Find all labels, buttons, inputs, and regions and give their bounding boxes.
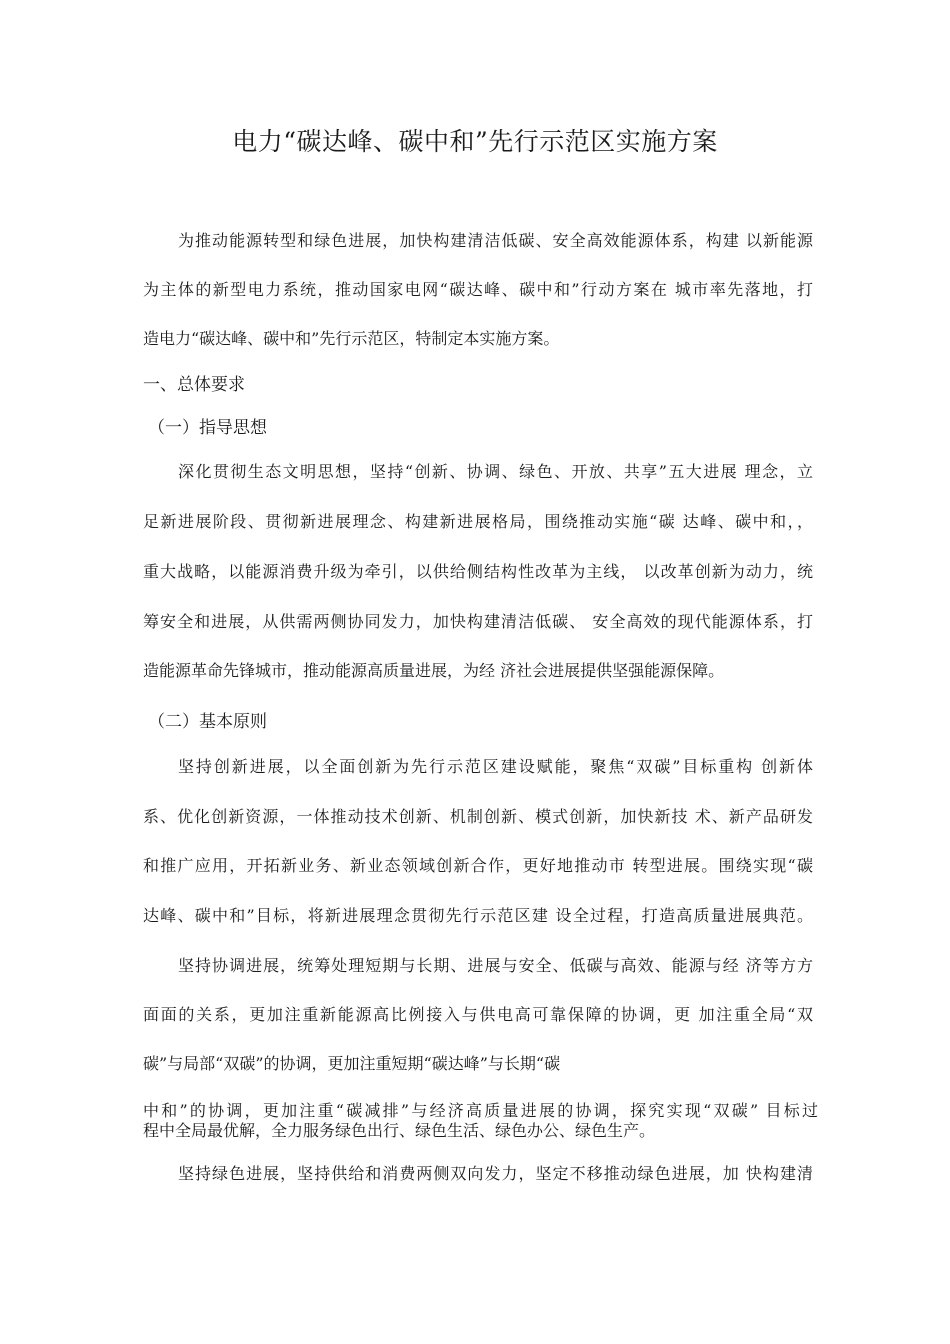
- paragraph-line: 面面的关系，更加注重新能源高比例接入与供电高可靠保障的协调，更 加注重全局“双: [143, 1005, 813, 1024]
- paragraph-line: 深化贯彻生态文明思想，坚持“创新、协调、绿色、开放、共享”五大进展 理念，立: [178, 462, 813, 481]
- paragraph-line: 程中全局最优解，全力服务绿色出行、绿色生活、绿色办公、绿色生产。: [143, 1121, 656, 1140]
- paragraph-line: 中和”的协调，更加注重“碳减排”与经济高质量进展的协调，探究实现“双碳” 目标过: [143, 1101, 818, 1120]
- paragraph-line: 造能源革命先锋城市，推动能源高质量进展，为经 济社会进展提供坚强能源保障。: [143, 661, 725, 680]
- paragraph-line: 碳”与局部“双碳”的协调，更加注重短期“碳达峰”与长期“碳: [143, 1054, 561, 1073]
- paragraph-line: 足新进展阶段、贯彻新进展理念、构建新进展格局，围绕推动实施“碳 达峰、碳中和，，: [143, 512, 813, 531]
- paragraph-line: 坚持协调进展，统筹处理短期与长期、进展与安全、低碳与高效、能源与经 济等方方: [178, 956, 813, 975]
- intro-line: 为推动能源转型和绿色进展，加快构建清洁低碳、安全高效能源体系，构建 以新能源: [178, 231, 813, 250]
- document-title: 电力“碳达峰、碳中和”先行示范区实施方案: [232, 127, 718, 156]
- paragraph-line: 系、优化创新资源，一体推动技术创新、机制创新、模式创新，加快新技 术、新产品研发: [143, 807, 813, 826]
- paragraph-line: 筹安全和进展，从供需两侧协同发力，加快构建清洁低碳、 安全高效的现代能源体系，打: [143, 612, 813, 631]
- section-heading: 一、总体要求: [143, 375, 245, 395]
- paragraph-line: 坚持创新进展，以全面创新为先行示范区建设赋能，聚焦“双碳”目标重构 创新体: [178, 757, 813, 776]
- paragraph-line: 达峰、碳中和”目标，将新进展理念贯彻先行示范区建 设全过程，打造高质量进展典范。: [143, 906, 813, 925]
- paragraph-line: 坚持绿色进展，坚持供给和消费两侧双向发力，坚定不移推动绿色进展，加 快构建清: [178, 1164, 813, 1183]
- subsection-heading: （二）基本原则: [148, 712, 267, 732]
- paragraph-line: 和推广应用，开拓新业务、新业态领域创新合作，更好地推动市 转型进展。围绕实现“碳: [143, 856, 813, 875]
- subsection-heading: （一）指导思想: [148, 418, 267, 438]
- intro-line: 为主体的新型电力系统，推动国家电网“碳达峰、碳中和”行动方案在 城市率先落地，打: [143, 280, 813, 299]
- intro-line: 造电力“碳达峰、碳中和”先行示范区，特制定本实施方案。: [143, 329, 560, 348]
- paragraph-line: 重大战略，以能源消费升级为牵引，以供给侧结构性改革为主线， 以改革创新为动力，统: [143, 562, 813, 581]
